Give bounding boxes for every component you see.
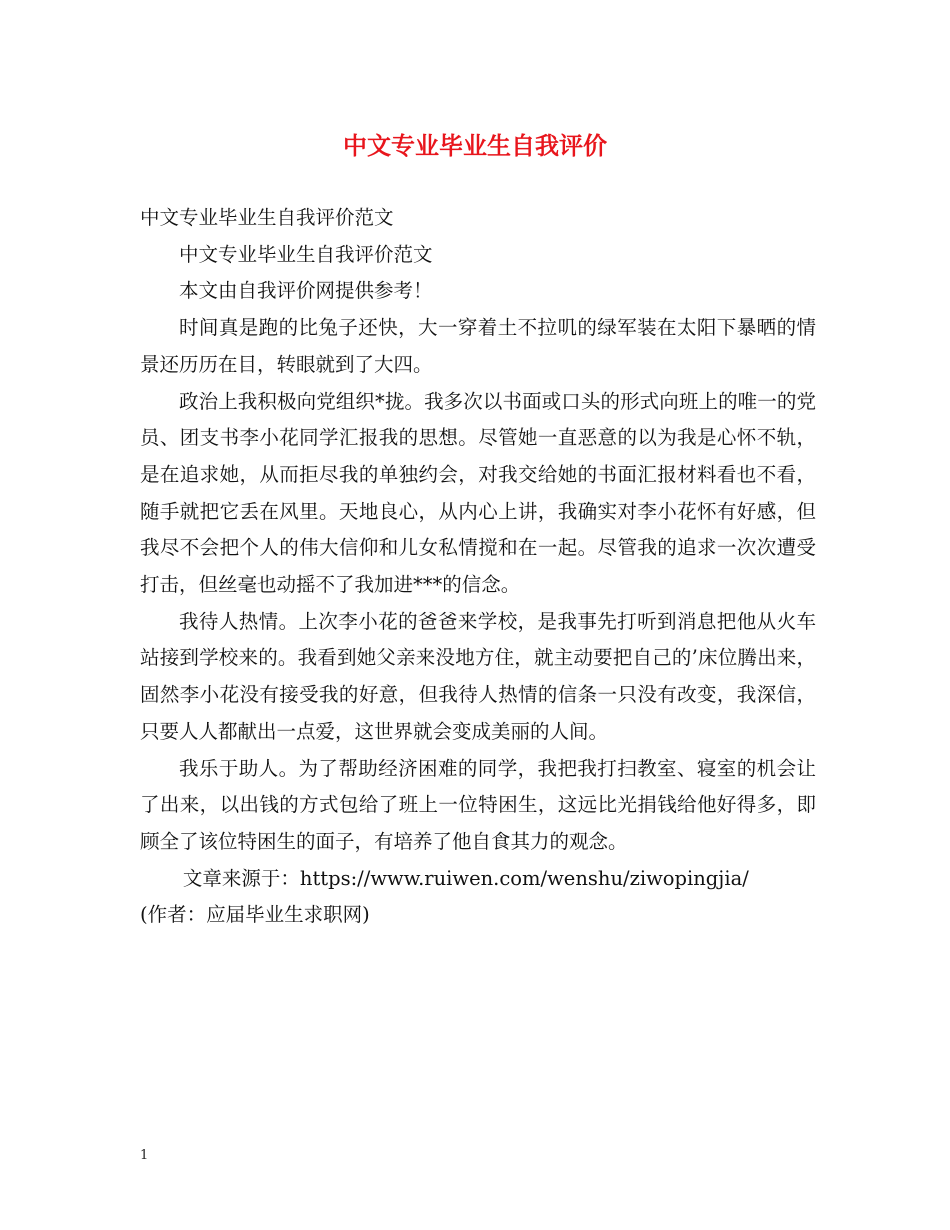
page-number: 1 (140, 1148, 149, 1163)
paragraph: 政治上我积极向党组织*拢。我多次以书面或口头的形式向班上的唯一的党员、团支书李小花同学汇报我的思想。尽管她一直恶意的以为我是心怀不轨，是在追求她，从而拒尽我的单独约会，对我交给她的书面汇报材料看也不看，随手就把它丢在风里。天地良心，从内心上讲，我确实对李小花怀有好感，但我尽不会把个人的伟大信仰和儿女私情搅和在一起。尽管我的追求一次次遭受打击，但丝毫也动摇不了我加进***的信念。 (140, 389, 816, 597)
intro-line: 本文由自我评价网提供参考！ (179, 279, 433, 303)
heading: 中文专业毕业生自我评价范文 (179, 242, 433, 266)
paragraph: 我待人热情。上次李小花的爸爸来学校，是我事先打听到消息把他从火车站接到学校来的。我看到她父亲来没地方住，就主动要把自己的’床位腾出来，固然李小花没有接受我的好意，但我待人热情的信条一只没有改变，我深信，只要人人都献出一点爱，这世界就会变成美丽的人间。 (140, 609, 816, 743)
subtitle: 中文专业毕业生自我评价范文 (140, 206, 394, 229)
author-line: (作者：应届毕业生求职网) (140, 903, 370, 927)
paragraph: 时间真是跑的比兔子还快，大一穿着土不拉叽的绿军装在太阳下暴晒的情景还历历在目，转眼就到了大四。 (140, 316, 816, 376)
source-line: 文章来源于：https://www.ruiwen.com/wenshu/ziwopingjia/ (182, 866, 749, 890)
document-title: 中文专业毕业生自我评价 (343, 131, 607, 160)
document-body (140, 200, 816, 934)
paragraph: 我乐于助人。为了帮助经济困难的同学，我把我打扫教室、寝室的机会让了出来，以出钱的方式包给了班上一位特困生，这远比光捐钱给他好得多，即顾全了该位特困生的面子，有培养了他自食其力的观念。 (140, 756, 816, 853)
